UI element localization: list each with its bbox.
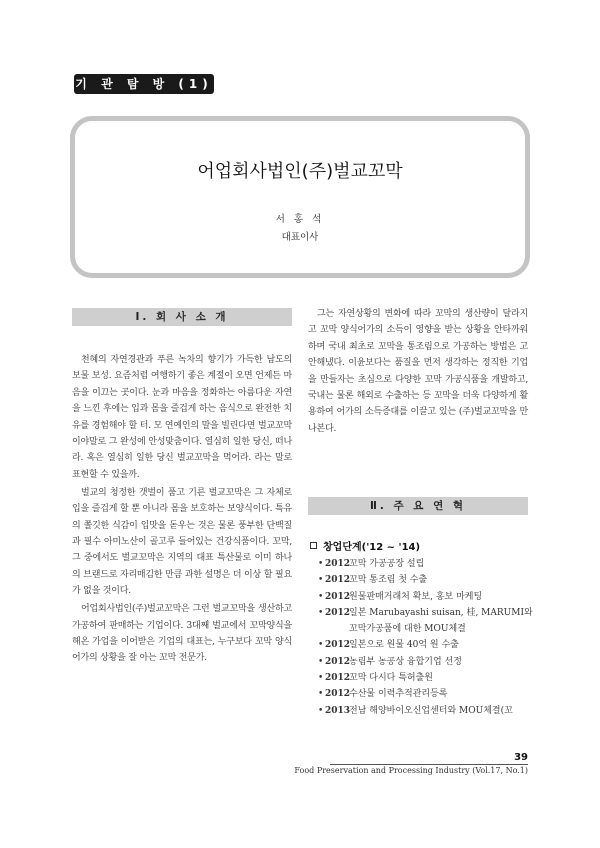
history-year: 2012 — [325, 607, 351, 618]
history-item — [318, 686, 533, 702]
title-box — [70, 116, 530, 278]
history-text: 원물판매거래처 확보, 홍보 마케팅 — [349, 591, 483, 602]
history-text: 일본으로 원물 40억 원 수출 — [349, 640, 459, 651]
history-year: 2012 — [325, 689, 351, 700]
section-heading-intro: Ⅰ. 회 사 소 개 — [72, 308, 292, 326]
history-item — [318, 556, 533, 572]
history-year: 2013 — [325, 705, 351, 716]
history-text: 일본 Marubayashi suisan, 桂, MARUMI와 꼬막가공품에 대한 MOU체결 — [349, 607, 533, 635]
author-role: 대표이사 — [281, 232, 319, 243]
page-number: 39 — [514, 752, 528, 763]
history-text: 전남 해양바이오신업센터와 MOU체결(꼬 — [349, 705, 513, 716]
history-item — [318, 654, 533, 670]
history-year: 2012 — [325, 673, 351, 684]
left-column — [72, 352, 292, 668]
history-subheading — [310, 538, 420, 553]
square-bullet-icon — [310, 542, 317, 549]
history-text: 꼬막 다시다 특허출원 — [349, 673, 433, 684]
history-year: 2012 — [325, 656, 351, 667]
history-text: 꼬막 통조림 첫 수출 — [349, 575, 428, 586]
paragraph: 천혜의 자연경관과 푸른 녹차의 향기가 가득한 남도의 보물 보성. 요즘처럼 여행하기 좋은 계절이 오면 언제든 마음을 이끄는 곳이다. 눈과 마음을 정화하는 아름다운 자연을 느낀 후에는 입과 몸을 즐겁게 하는 음식으로 완전한 치유를 경험해야 할 터. 모 연예인의 말을 빌린다면 벌교꼬막이야말로 그 완성에 안성맞춤이다. 열심히 일한 당신, 떠나라. 혹은 열심히 일한 당신 벌교꼬막을 먹어라. 라는 말로 표현할 수 있을까. — [72, 355, 292, 480]
section-tag: 기 관 탐 방 (1) — [74, 74, 214, 94]
history-year: 2012 — [325, 575, 351, 586]
paragraph: 벌교의 청정한 갯벌이 품고 기른 벌교꼬막은 그 자체로 입을 즐겁게 할 뿐 아니라 몸을 보호하는 보양식이다. 특유의 쫄깃한 식감이 입맛을 돋우는 것은 물론 풍부한 단백질과 필수 아미노산이 골고루 들어있는 건강식품이다. 꼬막, 그 중에서도 벌교꼬막은 지역의 대표 특산물로 이미 하나의 브랜드로 자리매김한 만큼 과한 설명은 더 이상 할 필요가 없을 것이다. — [72, 487, 292, 597]
history-item — [318, 637, 533, 653]
history-item — [318, 670, 533, 686]
right-column — [308, 306, 528, 439]
history-subheading-label: 창업단계('12 ~ '14) — [323, 542, 421, 553]
history-text: 꼬막 가공공장 설립 — [349, 559, 425, 569]
history-item — [318, 589, 533, 605]
paragraph: 그는 자연상황의 변화에 따라 꼬막의 생산량이 달라지고 꼬막 양식어가의 소득이 영향을 받는 상황을 안타까워하며 국내 최초로 꼬막을 통조림으로 가공하는 방법은 고안해냈다. 이윤보다는 품질을 먼저 생각하는 정직한 기업을 만들자는 초심으로 다양한 꼬막 가공식품을 개발하고, 국내는 물론 해외로 수출하는 등 꼬막을 더욱 다양하게 활용하여 어가의 소득증대를 이끌고 있는 (주)벌교꼬막을 만나본다. — [308, 309, 528, 434]
author-name: 서 홍 석 — [275, 214, 325, 225]
history-year: 2012 — [325, 591, 351, 602]
article-title: 어업회사법인(주)벌교꼬막 — [197, 161, 403, 182]
history-item — [318, 572, 533, 588]
history-year: 2012 — [325, 559, 351, 569]
journal-footer: Food Preservation and Processing Industry (Vol.17, No.1) — [294, 766, 528, 775]
history-item — [318, 703, 533, 719]
history-text: 수산물 이력추적관리등록 — [349, 689, 448, 700]
history-year: 2012 — [325, 640, 351, 651]
history-list — [318, 556, 533, 719]
paragraph: 어업회사법인(주)벌교꼬막은 그런 벌교꼬막을 생산하고 가공하여 판매하는 기업이다. 3대째 벌교에서 꼬막양식을 해온 가업을 이어받은 기업의 대표는, 누구보다 꼬막 양식어가의 상황을 잘 아는 꼬막 전문가. — [72, 604, 292, 664]
history-text: 농림부 농공상 융합기업 선정 — [349, 656, 462, 667]
history-item — [318, 605, 533, 638]
section-heading-history: Ⅱ. 주 요 연 혁 — [308, 497, 528, 515]
footer-divider — [330, 764, 528, 765]
